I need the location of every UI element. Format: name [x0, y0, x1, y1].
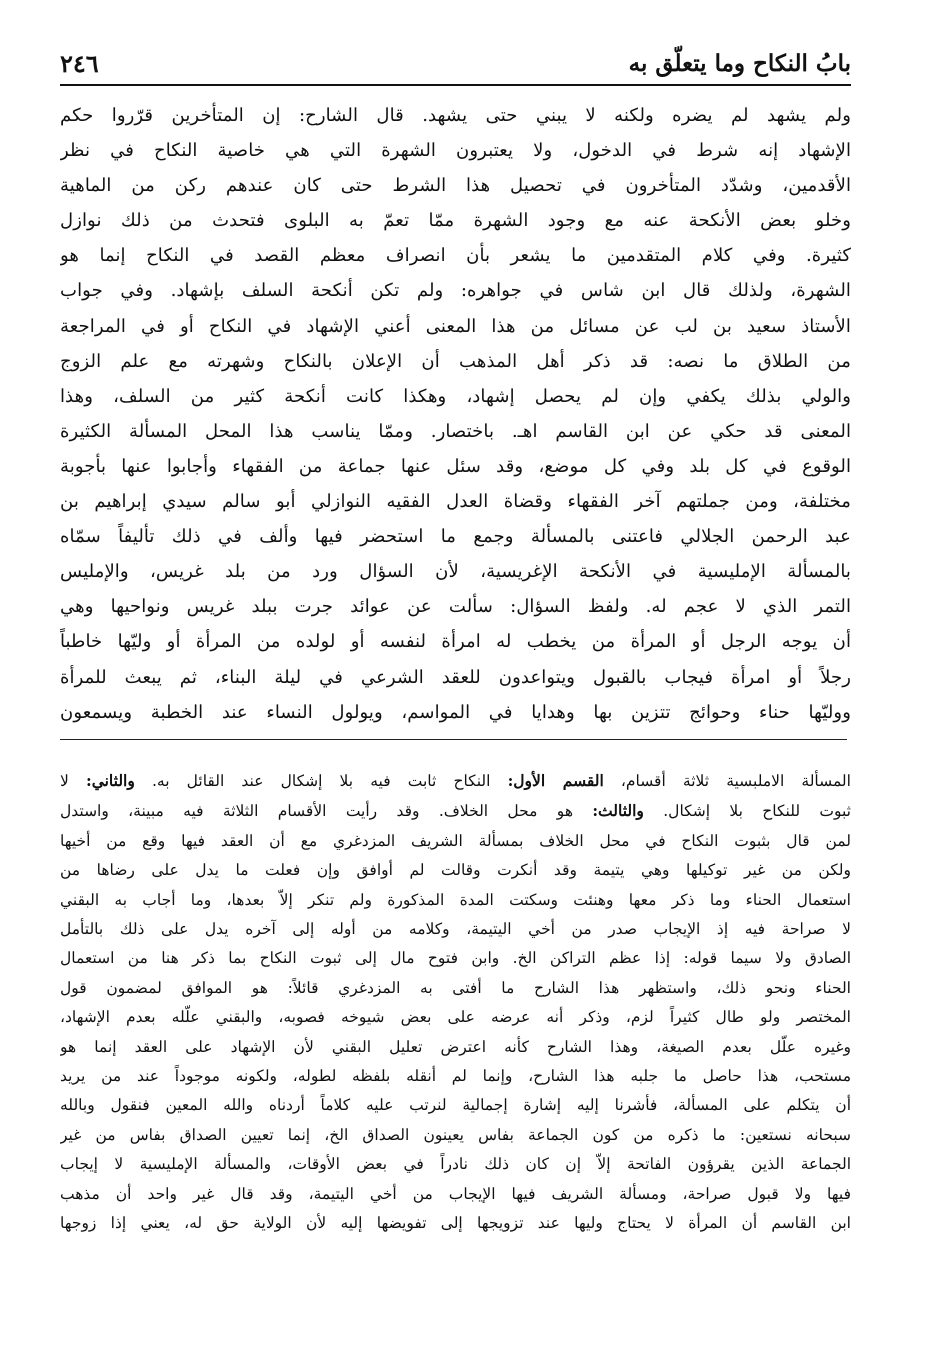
main-text-line: الشهرة، ولذلك قال ابن شاس في جواهره: ولم تكن أنكحة السلف بإشهاد. وفي جواب [60, 280, 851, 302]
footnote-line: وغيره علّل بعدم الصيغة، وهذا الشارح كأنه اعترض تعليل البقني لأن الإشهاد على العقد إنما هو [60, 1037, 851, 1056]
footnote-line: لمن قال بثبوت النكاح في محل الخلاف بمسألة الشريف المزدغري مع أن العقد فيها وقع من أخيها [60, 831, 851, 850]
footnote-heading-third: والثالث: [592, 801, 644, 821]
main-text-line: رجلاً أو امرأة فيجاب بالقبول ويتواعدون للعقد الشرعي في ليلة البناء، ثم يبعث للمرأة [60, 666, 851, 688]
main-text-line: ووليّها حناء وحوائج تتزين بها وهدايا في المواسم، ويولول النساء عند الخطبة ويسمعون [60, 701, 851, 723]
main-text-line: بالمسألة الإمليسية في الأنكحة الإغريسية، لأن السؤال ورد من بلد غريس، والإمليس [60, 561, 851, 583]
main-text-line: والولي بذلك يكفي وإن لم يحصل إشهاد، وهكذا كانت أنكحة كثير من السلف، وهذا [60, 385, 851, 407]
footnote-line: الجماعة الذين يقرؤون الفاتحة إلاّ إن كان ذلك نادراً في بعض الأوقات، والمسألة الإمليسية لا إيجاب [60, 1155, 851, 1174]
main-text-line: الأقدمين، وشدّد المتأخرون في تحصيل هذا الشرط حتى كان عندهم ركن من الماهية [60, 175, 851, 197]
footnote-line: ابن القاسم أن المرأة لا يحتاج وليها عند تزويجها إلى تفويضها إليه لأن الولاية حق له، يعني إذا زوجها [60, 1214, 851, 1233]
main-text-line: وخلو بعض الأنكحة عنه مع وجود الشهرة ممّا تعمّ به البلوى فتحدث من ذلك نوازل [60, 210, 851, 232]
footnote-text: ثبوت للنكاح بلا إشكال. [663, 802, 851, 821]
footnote-text: هو محل الخلاف. وقد رأيت الأقسام الثلاثة فيه مبينة، واستدل [60, 802, 573, 821]
footnote-line: فيها ولا قبول صراحة، ومسألة الشريف فيها الإيجاب من أخي اليتيمة، وقد قال غير واحد أن مذهب [60, 1184, 851, 1203]
footnote-heading-second: والثاني: [85, 771, 135, 790]
main-text-line: كثيرة. وفي كلام المتقدمين ما يشعر بأن انصراف معظم القصد في النكاح إنما هو [60, 245, 851, 267]
footnote-line: سبحانه نستعين: ما ذكره من كون الجماعة بفاس يعينون الصداق الخ، إنما تعيين الصداق بفاس من غير [60, 1125, 851, 1144]
footnote-line: المختصر ولو طال كثيراً لزم، وذكر أنه عرضه على بعض شيوخه فصوبه، والبقني علّله بعدم الإشهاد، [60, 1008, 851, 1027]
footnote-divider [60, 739, 847, 740]
footnote-text: النكاح ثابت فيه بلا إشكال عند القائل به. [151, 772, 491, 790]
footnote-line [60, 766, 851, 796]
main-text-line: ولم يشهد لم يضره ولكنه لا يبني حتى يشهد. قال الشارح: إن المتأخرين قرّروا حكم [60, 105, 851, 126]
page-number: ٢٤٦ [60, 49, 99, 78]
main-text-line: أن يوجه الرجل أو المرأة من يخطب له امرأة لنفسه أو لولده من المرأة أو وليّها خاطباً [60, 631, 851, 653]
main-text-line: عبد الرحمن الجلالي فاعتنى بالمسألة وجمع ما استحضر فيها وألف في ذلك تأليفاً سمّاه [60, 526, 851, 548]
footnote-heading-first: القسم الأول: [507, 771, 604, 790]
main-text-line: المعنى قد حكي عن ابن القاسم اهـ. باختصار. وممّا يناسب هذا المحل المسألة الكثيرة [60, 420, 851, 442]
footnote-line: أن يتكلم على المسألة، فأشرنا إليه إشارة إجمالية لنرتب عليه كلاماً أردناه والله المعين فنقول وبالله [60, 1096, 851, 1115]
page-header [60, 40, 851, 86]
footnote-line: مستحب، هذا حاصل ما جلبه هذا الشارح، وإنما لم أنقله بلفظه لطوله، ولكونه موجوداً عند من يريد [60, 1067, 851, 1086]
footnote-block [60, 766, 851, 1239]
main-text-line: مختلفة، ومن جملتهم آخر الفقهاء وقضاة العدل الفقيه النوازلي أبو سالم سيدي إبراهيم بن [60, 491, 851, 513]
footnote-line: استعمال الحناء وما ذكر معها وهنئت وسكتت المدة المذكورة ولم تنكر إلاّ بعدها، وما أجاب به البقني [60, 890, 851, 909]
footnote-line: الصادق ولا سيما قوله: إذا عظم التراكن الخ. وابن فتوح مال إلى ثبوت النكاح بما ذكر هنا من استعمال [60, 949, 851, 968]
main-text-line: الوقوع في كل بلد وفي كل موضع، وقد سئل عنها جماعة من الفقهاء وأجابوا عنها بأجوبة [60, 455, 851, 477]
footnote-text: لا [60, 772, 69, 790]
footnote-line: ولكن من غير توكيلها وهي يتيمة وقد أنكرت وقالت لم أوافق وإن فعلت ما يدل على رضاها من [60, 861, 851, 880]
main-text-line: الأستاذ سعيد بن لب عن مسائل من هذا المعنى أعني الإشهاد في النكاح أو في المراجعة [60, 315, 851, 337]
footnote-line: لا صراحة فيه إذ الإيجاب صدر من أخي اليتيمة، وكلامه من أوله إلى آخره يدل على ذلك بالتأمل [60, 920, 851, 939]
footnote-line: الحناء ونحو ذلك، واستظهر هذا الشارح ما أفتى به المزدغري قائلاً: هو الموافق لمضمون قول [60, 978, 851, 997]
main-text-line: الإشهاد إنه شرط في الدخول، ولا يعتبرون الشهرة التي هي خاصية النكاح في نظر [60, 140, 851, 162]
footnote-line [60, 796, 851, 826]
main-text-line: من الطلاق ما نصه: قد ذكر أهل المذهب أن الإعلان بالنكاح وشهرته مع علم الزوج [60, 350, 851, 372]
running-title: بابُ النكاح وما يتعلّق به [628, 50, 851, 77]
main-text-line: التمر الذي لا عجم له. ولفظ السؤال: سألت عن عوائد جرت ببلد غريس ونواحيها وهي [60, 596, 851, 618]
footnote-intro: المسألة الاملبسية ثلاثة أقسام، [620, 772, 851, 790]
main-text-body [60, 98, 851, 730]
